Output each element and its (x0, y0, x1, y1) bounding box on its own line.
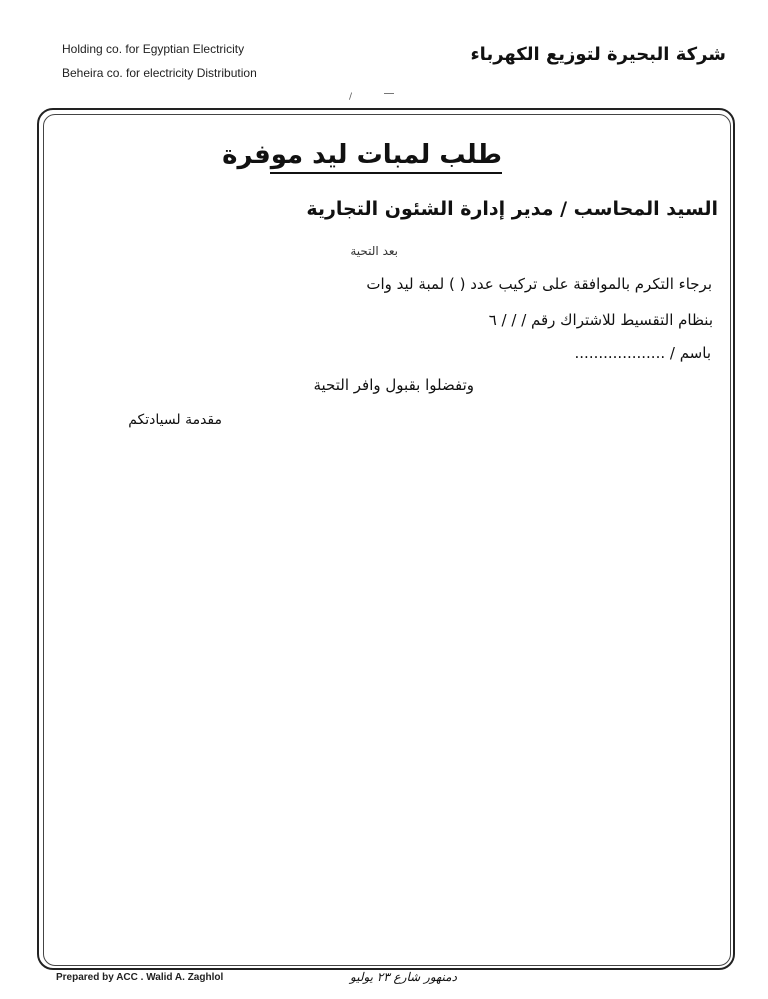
prepared-by: Prepared by ACC . Walid A. Zaghlol (56, 972, 224, 983)
request-line: برجاء التكرم بالموافقة على تركيب عدد ( ) لمبة ليد وات (366, 275, 712, 293)
form-frame-inner (43, 114, 731, 966)
submitted-line: مقدمة لسيادتكم (128, 412, 222, 428)
greeting-line: بعد التحية (350, 244, 398, 258)
form-title: طلب لمبات ليد موفرة (270, 140, 502, 174)
company-en-line1: Holding co. for Egyptian Electricity (62, 42, 245, 56)
name-line: باسم / ................... (574, 344, 711, 362)
footer-address: دمنهور شارع ٢٣ يوليو (350, 970, 457, 984)
scan-dash (384, 93, 394, 94)
installment-line: بنظام التقسيط للاشتراك رقم / / / ٦ (488, 311, 713, 329)
closing-line: وتفضلوا بقبول وافر التحية (313, 376, 474, 394)
company-en-line2: Beheira co. for electricity Distribution (62, 66, 257, 80)
scan-mark: / (349, 92, 353, 102)
company-ar-name: شركة البحيرة لتوزيع الكهرباء (470, 44, 726, 65)
addressee-line: السيد المحاسب / مدير إدارة الشئون التجارية (306, 198, 718, 220)
